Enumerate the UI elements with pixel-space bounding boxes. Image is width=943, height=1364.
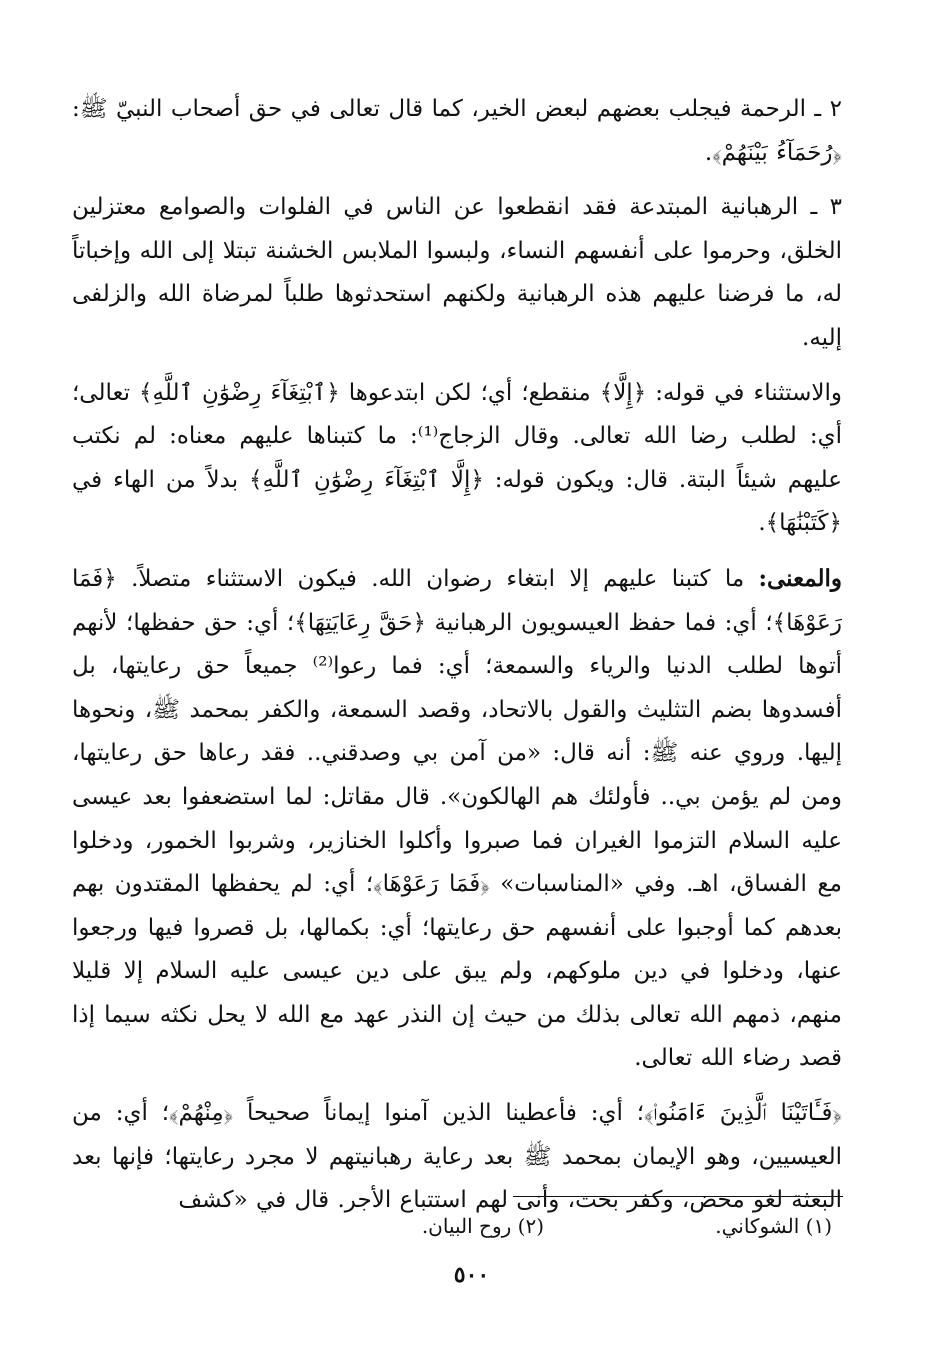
footnote-divider	[513, 1196, 843, 1197]
footnotes	[72, 1210, 842, 1242]
main-text-block	[72, 88, 842, 1223]
paragraph-exception: والاستثناء في قوله: ﴿إِلَّا﴾ منقطع؛ أي؛ لكن ابتدعوها ﴿ٱبْتِغَآءَ رِضْوَٰنِ ٱللَّهِ﴾ تعالى؛ أي: لطلب رضا الله تعالى. وقال الزجاج⁽¹⁾: ما كتبناها عليهم معناه: لم نكتب عليهم شيئاً البتة. قال: ويكون قوله: ﴿إِلَّا ٱبْتِغَآءَ رِضْوَٰنِ ٱللَّهِ﴾ بدلاً من الهاء في ﴿كَتَبْنَٰهَا﴾.	[72, 379, 842, 537]
paragraph-meaning	[72, 557, 842, 1081]
paragraph-lead-word: والمعنى:	[758, 564, 842, 592]
footnote-1: (١) الشوكاني.	[715, 1214, 832, 1238]
page-number: ٥٠٠	[453, 1262, 490, 1288]
paragraph-believers: ﴿فَـَٔاتَيْنَا ٱلَّذِينَ ءَامَنُوا۟﴾؛ أي: فأعطينا الذين آمنوا إيماناً صحيحاً ﴿مِنْهُمْ﴾؛ أي: من العيسيين، وهو الإيمان بمحمد ﷺ بعد رعاية رهبانيتهم لا مجرد رعايتها؛ فإنها بعد البعثة لغو محض، وكفر بحت، وأنى لهم استتباع الأجر. قال في «كشف	[72, 1100, 842, 1214]
footnote-2: (٢) روح البيان.	[421, 1214, 544, 1238]
paragraph-mercy: ٢ ـ الرحمة فيجلب بعضهم لبعض الخير، كما قال تعالى في حق أصحاب النبيّ ﷺ: ﴿رُحَمَآءُ بَيْنَهُمْ﴾.	[72, 96, 842, 166]
paragraph-meaning-text: ما كتبنا عليهم إلا ابتغاء رضوان الله. فيكون الاستثناء متصلاً. ﴿فَمَا رَعَوْهَا﴾؛ أي: فما حفظ العيسويون الرهبانية ﴿حَقَّ رِعَايَتِهَا﴾؛ أي: حق حفظها؛ لأنهم أتوها لطلب الدنيا والرياء والسمعة؛ أي: فما رعوا⁽²⁾ جميعاً حق رعايتها، بل أفسدوها بضم التثليث والقول بالاتحاد، وقصد السمعة، والكفر بمحمد ﷺ، ونحوها إليها. وروي عنه ﷺ: أنه قال: «من آمن بي وصدقني.. فقد رعاها حق رعايتها، ومن لم يؤمن بي.. فأولئك هم الهالكون». قال مقاتل: لما استضعفوا بعد عيسى عليه السلام التزموا الغيران فما صبروا وأكلوا الخنازير، وشربوا الخمور، ودخلوا مع الفساق، اهـ. وفي «المناسبات» ﴿فَمَا رَعَوْهَا﴾؛ أي: لم يحفظها المقتدون بهم بعدهم كما أوجبوا على أنفسهم حق رعايتها؛ أي: بكمالها، بل قصروا فيها ورجعوا عنها، ودخلوا في دين ملوكهم، ولم يبق على دين عيسى عليه السلام إلا قليلا منهم، ذمهم الله تعالى بذلك من حيث إن النذر عهد مع الله لا يحل نكثه سيما إذا قصد رضاء الله تعالى.	[72, 565, 842, 1072]
paragraph-monasticism: ٣ ـ الرهبانية المبتدعة فقد انقطعوا عن الناس في الفلوات والصوامع معتزلين الخلق، وحرموا على أنفسهم النساء، ولبسوا الملابس الخشنة تبتلا إلى الله وإخباتاً له، ما فرضنا عليهم هذه الرهبانية ولكنهم استحدثوها طلباً لمرضاة الله والزلفى إليه.	[72, 194, 842, 351]
